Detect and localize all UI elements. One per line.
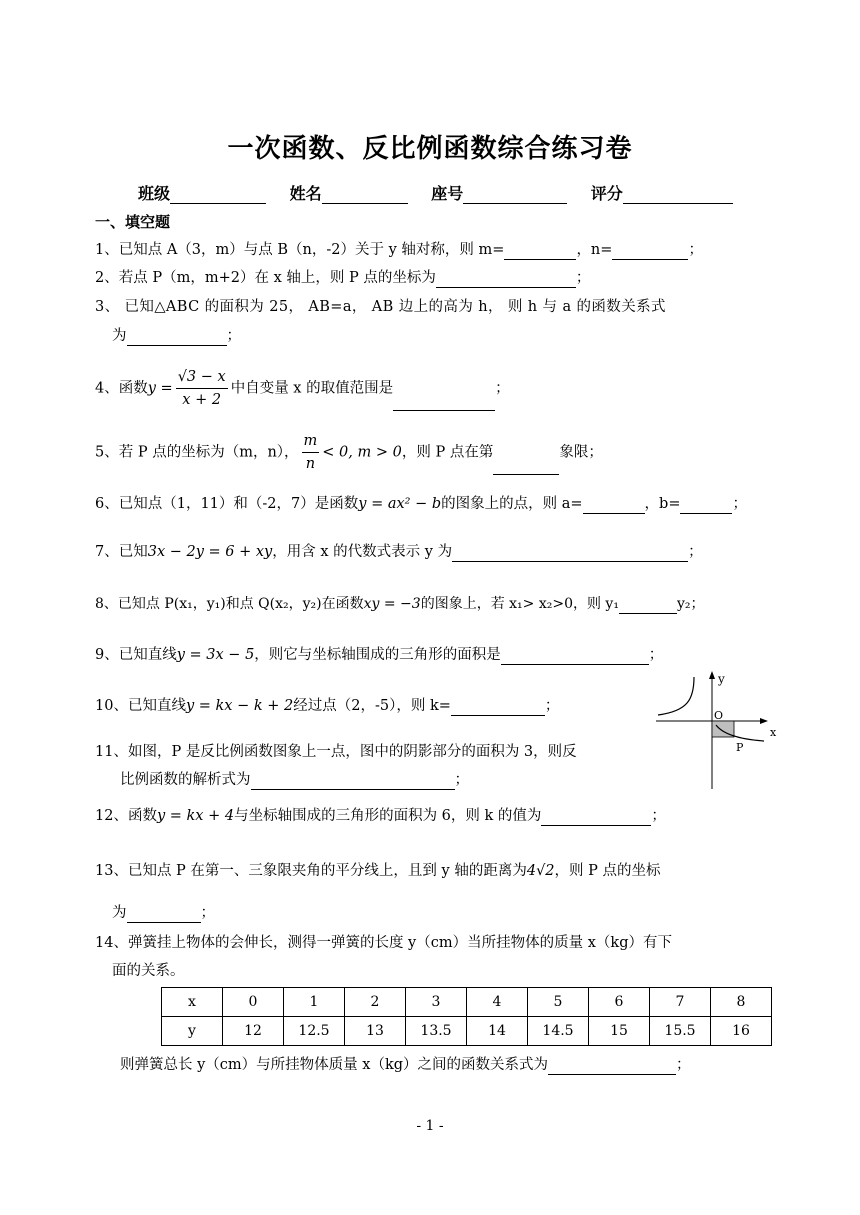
page-title: 一次函数、反比例函数综合练习卷 (227, 134, 633, 164)
question-11: 11、如图，P 是反比例函数图象上一点，图中的阴影部分的面积为 3，则反 (95, 744, 577, 760)
question-9: 9、已知直线y = 3x − 5，则它与坐标轴围成的三角形的面积是 ； (95, 647, 664, 663)
class-label: 班级 (138, 184, 171, 203)
x-label: x (770, 726, 777, 739)
table-cell: 6 (589, 988, 650, 1017)
q4-fraction: $\frac{√3 - x}{x + 2}$ (176, 366, 228, 411)
y-label: y (718, 672, 725, 686)
y-axis-arrow (709, 671, 715, 679)
question-6: 6、已知点（1，11）和（-2，7）是函数y = ax² − b的图象上的点，则 a= ，b= ； (95, 496, 747, 512)
table-cell: 2 (345, 988, 406, 1017)
table-row-x (162, 988, 772, 1017)
question-5: 5、若 P 点的坐标为（m，n）， $\frac{m}{n}$ < 0, m > 0，则 P 点在第 象限； (95, 430, 603, 475)
seat-blank[interactable] (463, 187, 567, 204)
q9-blank[interactable] (501, 648, 649, 665)
question-11-cont: 比例函数的解析式为 ； (120, 772, 469, 788)
question-13: 13、已知点 P 在第一、三象限夹角的平分线上，且到 y 轴的距离为4√2，则 P 点的坐标 (95, 863, 661, 879)
q2-blank[interactable] (436, 271, 576, 288)
question-2: 2、若点 P（m，m+2）在 x 轴上，则 P 点的坐标为 ； (95, 270, 591, 286)
q10-blank[interactable] (451, 699, 545, 716)
question-14-cont: 面的关系。 (112, 963, 185, 979)
question-3-cont: 为 ； (112, 328, 241, 344)
section-heading: 一、填空题 (95, 213, 171, 231)
table-cell: 3 (406, 988, 467, 1017)
hyperbola-figure (652, 669, 782, 791)
table-cell: 14 (467, 1017, 528, 1046)
table-cell: 16 (711, 1017, 772, 1046)
question-13-cont: 为 ； (112, 905, 215, 921)
q6-blank-b[interactable] (680, 497, 732, 514)
question-1: 1、已知点 A（3，m）与点 B（n，-2）关于 y 轴对称，则 m= ，n= ； (95, 242, 703, 258)
table-cell: 0 (223, 988, 284, 1017)
q1-blank-m[interactable] (504, 243, 576, 260)
q5-blank[interactable] (493, 458, 559, 475)
q4-blank[interactable] (393, 394, 495, 411)
table-header-y: y (162, 1017, 223, 1046)
question-14: 14、弹簧挂上物体的会伸长，测得一弹簧的长度 y（cm）当所挂物体的质量 x（kg）有下 (95, 935, 672, 951)
x-axis-arrow (760, 718, 768, 724)
question-12: 12、函数y = kx + 4与坐标轴围成的三角形的面积为 6，则 k 的值为 ； (95, 808, 666, 824)
question-7: 7、已知3x − 2y = 6 + xy，用含 x 的代数式表示 y 为 ； (95, 544, 703, 560)
q3-blank[interactable] (127, 329, 227, 346)
page-number: - 1 - (416, 1118, 444, 1134)
table-cell: 12 (223, 1017, 284, 1046)
table-cell: 15 (589, 1017, 650, 1046)
question-8: 8、已知点 P(x₁，y₁)和点 Q(x₂，y₂)在函数xy = −3的图象上，若 x₁> x₂>0，则 y₁ y₂； (95, 596, 705, 612)
student-info-row (138, 181, 733, 204)
table-cell: 15.5 (650, 1017, 711, 1046)
q12-blank[interactable] (541, 809, 651, 826)
hyperbola-branch-upper (658, 677, 694, 715)
table-cell: 7 (650, 988, 711, 1017)
name-blank[interactable] (322, 187, 408, 204)
table-row-y (162, 1017, 772, 1046)
q5-fraction: $\frac{m}{n}$ (302, 430, 320, 475)
table-cell: 8 (711, 988, 772, 1017)
question-3: 3、 已知△ABC 的面积为 25， AB=a， AB 边上的高为 h， 则 h 与 a 的函数关系式 (95, 299, 666, 315)
origin-label: O (714, 709, 724, 722)
q6-blank-a[interactable] (583, 497, 645, 514)
question-10: 10、已知直线y = kx − k + 2经过点（2，-5），则 k= ； (95, 698, 560, 714)
table-cell: 12.5 (284, 1017, 345, 1046)
name-label: 姓名 (289, 184, 322, 203)
question-14-answer-line: 则弹簧总长 y（cm）与所挂物体质量 x（kg）之间的函数关系式为 ； (120, 1057, 691, 1073)
table-cell: 14.5 (528, 1017, 589, 1046)
point-p-label: P (736, 741, 744, 754)
q13-blank[interactable] (127, 906, 201, 923)
score-blank[interactable] (623, 187, 733, 204)
q8-blank[interactable] (619, 597, 677, 614)
table-cell: 13.5 (406, 1017, 467, 1046)
q14-blank[interactable] (548, 1058, 676, 1075)
table-header-x: x (162, 988, 223, 1017)
seat-label: 座号 (431, 184, 464, 203)
table-cell: 4 (467, 988, 528, 1017)
q11-blank[interactable] (251, 773, 455, 790)
q7-blank[interactable] (452, 545, 688, 562)
score-label: 评分 (590, 184, 623, 203)
spring-data-table (161, 987, 772, 1046)
table-cell: 5 (528, 988, 589, 1017)
table-cell: 13 (345, 1017, 406, 1046)
class-blank[interactable] (170, 187, 266, 204)
table-cell: 1 (284, 988, 345, 1017)
q1-blank-n[interactable] (612, 243, 688, 260)
question-4: 4、函数y = $\frac{√3 - x}{x + 2}$ 中自变量 x 的取值范围是 ； (95, 366, 510, 411)
